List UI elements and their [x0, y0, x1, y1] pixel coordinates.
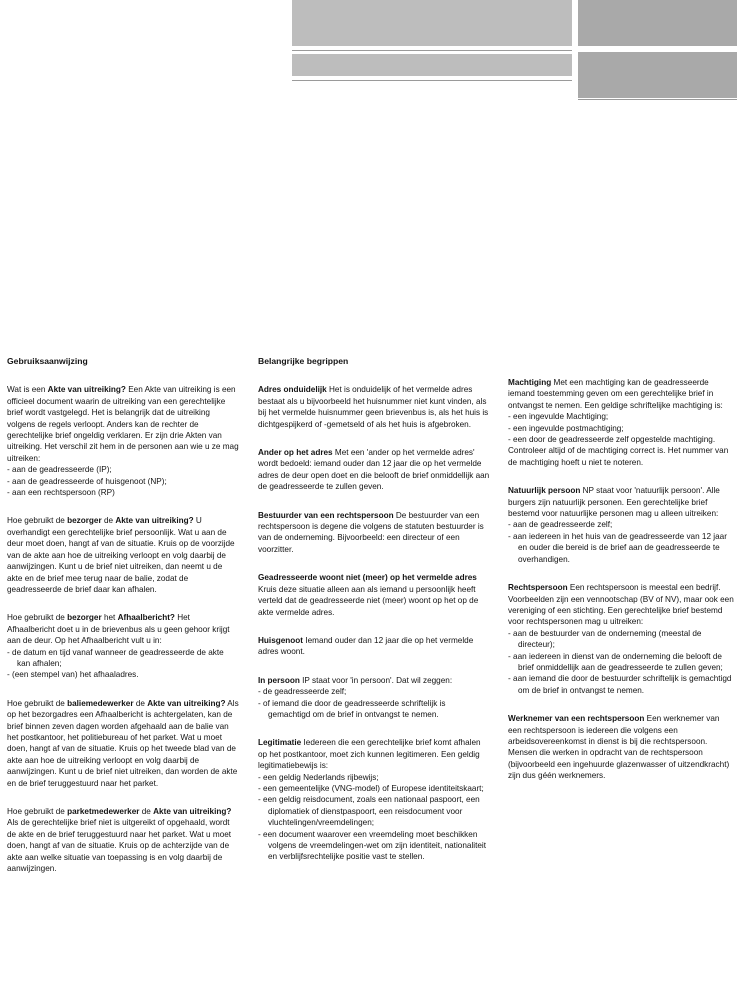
list-rechtspersoon [508, 628, 734, 696]
list-item: - aan iemand die door de bestuurder schriftelijk is gemachtigd om de brief in ontvangst te nemen. [508, 673, 734, 696]
list-item: - de datum en tijd vanaf wanneer de geadresseerde de akte kan afhalen; [7, 647, 239, 670]
list-item: - aan de geadresseerde of huisgenoot (NP); [7, 476, 239, 487]
paragraph-bezorger-akte: Hoe gebruikt de bezorger de Akte van uitreiking? U overhandigt een gerechtelijke brief persoonlijk. Wat u aan de deur moet doen, hangt af van de situatie. Kruis op de voorzijde van de akte aan hoe de uitreiking verloopt en volg daarbij de aanwijzingen. Kunt u de brief niet uitreiken, dan neemt u de akte en de brief mee terug naar de balie, zodat de geadresseerde de brief daar kan afhalen. [7, 516, 235, 594]
machtiging-note: Controleer altijd of de machtiging correct is. Het nummer van de machtiging hoeft u niet te noteren. [508, 446, 729, 467]
list-item: - een geldig reisdocument, zoals een nationaal paspoort, een diplomatiek of dienstpaspoort, een reisdocument voor vluchtelingen/vreemdelingen; [258, 794, 490, 828]
list-item: - een ingevulde postmachtiging; [508, 423, 734, 434]
header-rule-2 [292, 80, 572, 81]
heading-instructions: Gebruiksaanwijzing [7, 356, 88, 366]
list-item: - aan de geadresseerde (IP); [7, 464, 239, 475]
definition-natuurlijk-persoon: Natuurlijk persoon NP staat voor 'natuurlijk persoon'. Alle burgers zijn natuurlijk personen. Een gerechtelijke brief bestemd voor natuurlijke personen mag u alleen uitreiken: [508, 486, 720, 519]
list-item: - een ingevulde Machtiging; [508, 411, 734, 422]
list-item: - of iemand die door de geadresseerde schriftelijk is gemachtigd om de brief in ontvangst te nemen. [258, 698, 490, 721]
definition-ander-op-adres: Ander op het adres Met een 'ander op het vermelde adres' wordt bedoeld: iemand ouder dan 12 jaar die op het vermelde adres de deur open doet en die belooft de brief onmiddellijk aan de geadresseerde te zullen geven. [258, 448, 490, 492]
definition-machtiging: Machtiging Met een machtiging kan de geadresseerde iemand toestemming geven om een gerechtelijke brief in ontvangst te nemen. Een geldige schriftelijke machtiging is: [508, 378, 723, 410]
list-item: - een door de geadresseerde zelf opgestelde machtiging. [508, 434, 734, 445]
header-bar-bottom-left [292, 54, 572, 76]
definition-huisgenoot: Huisgenoot Iemand ouder dan 12 jaar die op het vermelde adres woont. [258, 635, 474, 657]
list-item: - aan iedereen in het huis van de geadresseerde van 12 jaar en ouder die bereid is de brief aan de geadresseerde te overhandigen. [508, 531, 734, 565]
header-bar-bottom-right [578, 52, 737, 98]
list-akte-types [7, 464, 239, 498]
heading-definitions: Belangrijke begrippen [258, 356, 349, 366]
list-afhaalbericht [7, 647, 239, 681]
definition-rechtspersoon: Rechtspersoon Een rechtspersoon is meestal een bedrijf. Voorbeelden zijn een vennootschap (BV of NV), maar ook een vereniging of een stichting. Een gerechtelijke brief bestemd voor rechtspersonen mag u uitreiken: [508, 583, 734, 627]
list-machtiging [508, 411, 734, 445]
column-definitions-1 [258, 356, 490, 863]
list-item: - aan een rechtspersoon (RP) [7, 487, 239, 498]
paragraph-baliemedewerker: Hoe gebruikt de baliemedewerker de Akte van uitreiking? Als op het bezorgadres een Afhaalbericht is achtergelaten, kan de brief binnen zeven dagen worden afgehaald aan de balie van het postkantoor, het politiebureau of het parket. Wat u moet doen, hangt af van de situatie. Kruis op het tweede blad van de akte aan hoe de uitreiking verloopt en volg daarbij de aanwijzingen. Kunt u de brief niet uitreiken, dan worden de akte en de brief teruggestuurd naar het parket. [7, 698, 239, 788]
list-item: - (een stempel van) het afhaaladres. [7, 669, 239, 680]
paragraph-bezorger-afhaalbericht: Hoe gebruikt de bezorger het Afhaalbericht? Het Afhaalbericht doet u in de brievenbus als u geen gehoor krijgt aan de deur. Op het Afhaalbericht vult u in: [7, 613, 230, 646]
definition-in-persoon: In persoon IP staat voor 'in persoon'. Dat wil zeggen: [258, 675, 453, 685]
list-natuurlijk-persoon [508, 519, 734, 565]
list-item: - een gemeentelijke (VNG-model) of Europese identiteitskaart; [258, 783, 490, 794]
definition-legitimatie: Legitimatie Iedereen die een gerechtelijke brief komt afhalen op het postkantoor, moet zich kunnen legitimeren. Een geldig legitimatiebewijs is: [258, 738, 481, 771]
column-definitions-2 [508, 377, 734, 799]
list-item: - aan de bestuurder van de onderneming (meestal de directeur); [508, 628, 734, 651]
header-bar-top-left [292, 0, 572, 46]
list-item: - een geldig Nederlands rijbewijs; [258, 772, 490, 783]
header-rule-3 [578, 99, 737, 100]
paragraph-what-is-akte: Wat is een Akte van uitreiking? Een Akte van uitreiking is een officieel document waarin de uitreiking van een gerechtelijke brief wordt vastgelegd. Het is belangrijk dat de uitreiking volgens de regels verloopt. Anders kan de rechter de gerechtelijke brief ongeldig verklaren. Er zijn drie Akten van uitreiking. Het verschil zit hem in de personen aan wie u ze mag uitreiken: [7, 385, 239, 463]
definition-werknemer: Werknemer van een rechtspersoon Een werknemer van een rechtspersoon is iedereen die volgens een arbeidsovereenkomst in dienst is bij die rechtspersoon. Mensen die werken in opdracht van de rechtspersoon (bijvoorbeeld een ingehuurde glazenwasser of uitzendkracht) zijn dus géén werknemers. [508, 714, 730, 781]
list-item: - aan iedereen in dienst van de onderneming die belooft de brief onmiddellijk aan de geadresseerde te zullen geven; [508, 651, 734, 674]
header-rule-1 [292, 50, 572, 51]
list-item: - een document waarover een vreemdeling moet beschikken volgens de vreemdelingen-wet om zijn identiteit, nationaliteit en verblijfsrechtelijke positie vast te stellen. [258, 829, 490, 863]
definition-woont-niet-meer: Geadresseerde woont niet (meer) op het vermelde adres Kruis deze situatie alleen aan als iemand u persoonlijk heeft verteld dat de geadresseerde niet (meer) woont op het op de akte vermelde adres. [258, 573, 479, 617]
header-bar-top-right [578, 0, 737, 46]
definition-adres-onduidelijk: Adres onduidelijk Het is onduidelijk of het vermelde adres bestaat als u bijvoorbeeld het huisnummer niet kunt vinden, als bij het vermelde huisnummer geen brievenbus is, als het huis is dichtgespijkerd of -gemetseld of als het huis is afgebroken. [258, 385, 489, 429]
list-item: - de geadresseerde zelf; [258, 686, 490, 697]
definition-bestuurder: Bestuurder van een rechtspersoon De bestuurder van een rechtspersoon is degene die volgens de statuten bestuurder is van de onderneming. Bijvoorbeeld: een directeur of een voorzitter. [258, 510, 484, 554]
list-legitimatie [258, 772, 490, 863]
list-in-persoon [258, 686, 490, 720]
column-instructions [7, 356, 239, 891]
paragraph-parketmedewerker: Hoe gebruikt de parketmedewerker de Akte van uitreiking? Als de gerechtelijke brief niet is uitgereikt of opgehaald, wordt de akte en de brief teruggestuurd naar het parket. Wat u moet doen, hangt af van de situatie. Kruis op de achterzijde van de akte aan welke situatie van toepassing is en volg daarbij de aanwijzingen. [7, 807, 232, 874]
list-item: - aan de geadresseerde zelf; [508, 519, 734, 530]
